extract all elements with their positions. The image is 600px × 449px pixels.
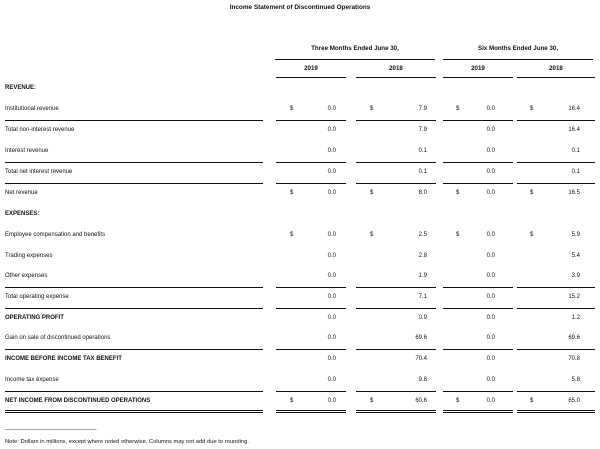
year-rule [443, 77, 513, 78]
cell-value: 1.9 [418, 273, 427, 279]
cell-value: 0.0 [327, 315, 336, 321]
cell-value: 3.9 [571, 273, 580, 279]
label-rule [5, 183, 263, 184]
subtotal-rule [356, 183, 436, 184]
period-rule [275, 59, 435, 60]
cell-value: 16.5 [568, 190, 580, 196]
total-double-rule [356, 410, 436, 411]
cell-value: 0.0 [486, 273, 495, 279]
cell-value: 0.0 [486, 169, 495, 175]
cell-value: 7.9 [418, 106, 427, 112]
cell-value: 5.8 [571, 377, 580, 383]
label-rule [5, 287, 263, 288]
subtotal-rule [276, 349, 346, 350]
label-double-rule [5, 410, 263, 411]
subtotal-rule [443, 162, 513, 163]
table-row [0, 294, 600, 304]
cell-value: 0.0 [327, 190, 336, 196]
currency-symbol: $ [290, 398, 294, 404]
currency-symbol: $ [530, 232, 534, 238]
row-label: Trading expenses [5, 253, 53, 259]
cell-value: 0.0 [327, 377, 336, 383]
row-label: Other expenses [5, 273, 48, 279]
table-row [0, 211, 600, 221]
cell-value: 16.4 [568, 106, 580, 112]
row-label: EXPENSES: [5, 211, 40, 217]
year-header: 2018 [389, 65, 403, 72]
subtotal-rule [517, 162, 595, 163]
cell-value: 69.6 [415, 335, 427, 341]
subtotal-rule [443, 308, 513, 309]
cell-value: 70.4 [415, 356, 427, 362]
currency-symbol: $ [370, 232, 374, 238]
subtotal-rule [443, 391, 513, 392]
total-double-rule [276, 412, 346, 413]
label-rule [5, 308, 263, 309]
cell-value: 0.0 [486, 315, 495, 321]
cell-value: 0.0 [486, 398, 495, 404]
cell-value: 0.0 [327, 398, 336, 404]
period-header-six-months: Six Months Ended June 30, [477, 45, 559, 52]
row-label: Interest revenue [5, 148, 49, 154]
row-label: Total net interest revenue [5, 169, 73, 175]
currency-symbol: $ [370, 398, 374, 404]
subtotal-rule [356, 391, 436, 392]
year-rule [517, 77, 595, 78]
cell-value: 0.0 [327, 169, 336, 175]
currency-symbol: $ [456, 232, 460, 238]
cell-value: 0.0 [327, 294, 336, 300]
table-row [0, 335, 600, 345]
period-header-three-months: Three Months Ended June 30, [311, 45, 399, 52]
cell-value: 69.6 [568, 335, 580, 341]
subtotal-rule [443, 120, 513, 121]
currency-symbol: $ [530, 106, 534, 112]
total-double-rule [356, 412, 436, 413]
label-rule [5, 120, 263, 121]
period-rule [443, 59, 593, 60]
cell-value: 65.0 [568, 398, 580, 404]
cell-value: 0.0 [327, 148, 336, 154]
label-double-rule [5, 412, 263, 413]
footnote-separator: ______________________________ [5, 424, 97, 430]
cell-value: 2.8 [418, 253, 427, 259]
currency-symbol: $ [370, 106, 374, 112]
table-row [0, 85, 600, 95]
subtotal-rule [276, 183, 346, 184]
currency-symbol: $ [370, 190, 374, 196]
cell-value: 16.4 [568, 127, 580, 133]
currency-symbol: $ [456, 190, 460, 196]
table-row [0, 253, 600, 263]
cell-value: 0.0 [486, 232, 495, 238]
currency-symbol: $ [456, 398, 460, 404]
currency-symbol: $ [290, 232, 294, 238]
cell-value: 9.8 [418, 377, 427, 383]
subtotal-rule [276, 391, 346, 392]
row-label: REVENUE: [5, 85, 37, 91]
row-label: Total non-interest revenue [5, 127, 75, 133]
cell-value: 0.0 [327, 127, 336, 133]
subtotal-rule [517, 308, 595, 309]
cell-value: 0.0 [486, 377, 495, 383]
cell-value: 15.2 [568, 294, 580, 300]
currency-symbol: $ [530, 398, 534, 404]
table-row [0, 315, 600, 325]
row-label: Institutional revenue [5, 106, 59, 112]
subtotal-rule [356, 162, 436, 163]
cell-value: 0.0 [486, 253, 495, 259]
year-header: 2018 [549, 65, 563, 72]
currency-symbol: $ [290, 106, 294, 112]
cell-value: 0.0 [327, 273, 336, 279]
label-rule [5, 391, 263, 392]
table-row [0, 356, 600, 366]
row-label: Net revenue [5, 190, 38, 196]
cell-value: 0.0 [327, 106, 336, 112]
subtotal-rule [517, 120, 595, 121]
table-row [0, 127, 600, 137]
row-label: NET INCOME FROM DISCONTINUED OPERATIONS [5, 398, 151, 404]
table-row [0, 169, 600, 179]
subtotal-rule [276, 162, 346, 163]
row-label: INCOME BEFORE INCOME TAX BENEFIT [5, 356, 122, 362]
label-rule [5, 349, 263, 350]
subtotal-rule [276, 308, 346, 309]
table-row [0, 377, 600, 387]
statement-title: Income Statement of Discontinued Operations [229, 4, 371, 11]
subtotal-rule [443, 287, 513, 288]
subtotal-rule [443, 183, 513, 184]
cell-value: 7.9 [418, 127, 427, 133]
table-row [0, 273, 600, 283]
year-rule [276, 77, 346, 78]
cell-value: 0.1 [418, 148, 427, 154]
table-row [0, 398, 600, 408]
total-double-rule [276, 410, 346, 411]
cell-value: 7.1 [418, 294, 427, 300]
year-header: 2019 [304, 65, 318, 72]
cell-value: 0.9 [418, 315, 427, 321]
cell-value: 5.4 [571, 253, 580, 259]
year-rule [356, 77, 436, 78]
currency-symbol: $ [530, 190, 534, 196]
subtotal-rule [356, 287, 436, 288]
cell-value: 60.6 [415, 398, 427, 404]
year-header: 2019 [471, 65, 485, 72]
cell-value: 0.0 [486, 356, 495, 362]
total-double-rule [443, 412, 513, 413]
subtotal-rule [517, 287, 595, 288]
cell-value: 2.5 [418, 232, 427, 238]
cell-value: 0.0 [486, 190, 495, 196]
table-row [0, 106, 600, 116]
cell-value: 0.1 [571, 148, 580, 154]
cell-value: 0.1 [571, 169, 580, 175]
row-label: Employee compensation and benefits [5, 232, 106, 238]
cell-value: 70.8 [568, 356, 580, 362]
cell-value: 0.0 [486, 127, 495, 133]
currency-symbol: $ [456, 106, 460, 112]
subtotal-rule [517, 183, 595, 184]
subtotal-rule [356, 120, 436, 121]
subtotal-rule [517, 391, 595, 392]
cell-value: 0.0 [486, 335, 495, 341]
cell-value: 0.0 [327, 356, 336, 362]
table-row [0, 148, 600, 158]
subtotal-rule [276, 120, 346, 121]
total-double-rule [517, 410, 595, 411]
label-rule [5, 162, 263, 163]
subtotal-rule [356, 349, 436, 350]
subtotal-rule [517, 349, 595, 350]
cell-value: 0.0 [327, 253, 336, 259]
subtotal-rule [443, 349, 513, 350]
table-row [0, 232, 600, 242]
row-label: Gain on sale of discontinued operations [5, 335, 111, 341]
cell-value: 0.0 [327, 335, 336, 341]
row-label: Total operating expense [5, 294, 69, 300]
cell-value: 0.1 [418, 169, 427, 175]
currency-symbol: $ [290, 190, 294, 196]
cell-value: 5.9 [571, 232, 580, 238]
cell-value: 1.2 [571, 315, 580, 321]
total-double-rule [517, 412, 595, 413]
subtotal-rule [356, 308, 436, 309]
cell-value: 0.0 [486, 148, 495, 154]
row-label: Income tax expense [5, 377, 59, 383]
cell-value: 0.0 [486, 106, 495, 112]
total-double-rule [443, 410, 513, 411]
table-row [0, 190, 600, 200]
cell-value: 8.0 [418, 190, 427, 196]
cell-value: 0.0 [486, 294, 495, 300]
footnote: Note: Dollars in millions, except where noted otherwise. Columns may not add due to rounding. [5, 439, 249, 445]
row-label: OPERATING PROFIT [5, 315, 64, 321]
subtotal-rule [276, 287, 346, 288]
cell-value: 0.0 [327, 232, 336, 238]
